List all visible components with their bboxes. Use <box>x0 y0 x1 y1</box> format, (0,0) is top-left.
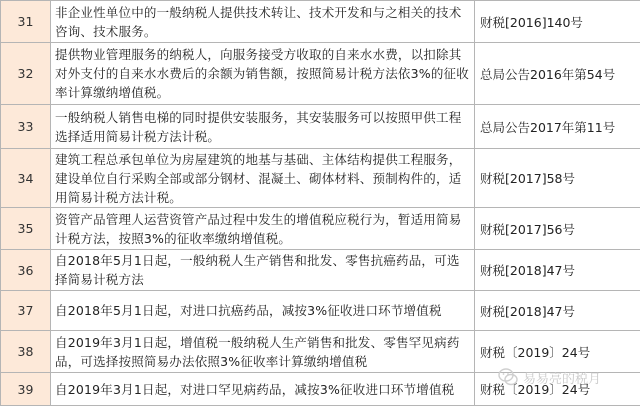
table-row <box>1 373 640 406</box>
row-number: 32 <box>1 43 51 105</box>
policy-reference: 总局公告2016年第54号 <box>475 43 640 105</box>
policy-reference: 财税[2016]140号 <box>475 1 640 43</box>
table-row <box>1 1 640 43</box>
policy-description: 自2019年3月1日起，增值税一般纳税人生产销售和批发、零售罕见病药品，可选择按照简易办法依照3%征收率计算缴纳增值税 <box>51 331 475 373</box>
policy-reference: 财税〔2019〕24号 <box>475 331 640 373</box>
row-number: 33 <box>1 105 51 149</box>
table-row <box>1 291 640 331</box>
table-row <box>1 250 640 291</box>
row-number: 39 <box>1 373 51 406</box>
policy-reference: 财税[2017]58号 <box>475 149 640 208</box>
table-row <box>1 43 640 105</box>
row-number: 38 <box>1 331 51 373</box>
policy-description: 非企业性单位中的一般纳税人提供技术转让、技术开发和与之相关的技术咨询、技术服务。 <box>51 1 475 43</box>
policy-reference: 财税〔2019〕24号 <box>475 373 640 406</box>
table-row <box>1 208 640 250</box>
policy-description: 一般纳税人销售电梯的同时提供安装服务，其安装服务可以按照甲供工程选择适用简易计税方法计税。 <box>51 105 475 149</box>
row-number: 35 <box>1 208 51 250</box>
watermark-text: 易易亮的税月 <box>523 368 601 387</box>
row-number: 36 <box>1 250 51 291</box>
table-row <box>1 105 640 149</box>
policy-description: 建筑工程总承包单位为房屋建筑的地基与基础、主体结构提供工程服务，建设单位自行采购全部或部分钢材、混凝土、砌体材料、预制构件的，适用简易计税方法计税。 <box>51 149 475 208</box>
policy-description: 资管产品管理人运营资管产品过程中发生的增值税应税行为，暂适用简易计税方法，按照3%的征收率缴纳增值税。 <box>51 208 475 250</box>
table-row <box>1 331 640 373</box>
policy-description: 自2019年3月1日起，对进口罕见病药品，减按3%征收进口环节增值税 <box>51 373 475 406</box>
row-number: 31 <box>1 1 51 43</box>
policy-description: 自2018年5月1日起，一般纳税人生产销售和批发、零售抗癌药品，可选择简易计税方法 <box>51 250 475 291</box>
policy-reference: 财税[2018]47号 <box>475 250 640 291</box>
policy-reference: 总局公告2017年第11号 <box>475 105 640 149</box>
row-number: 34 <box>1 149 51 208</box>
table-row <box>1 149 640 208</box>
policy-reference: 财税[2017]56号 <box>475 208 640 250</box>
policy-reference: 财税[2018]47号 <box>475 291 640 331</box>
policy-description: 提供物业管理服务的纳税人，向服务接受方收取的自来水水费，以扣除其对外支付的自来水水费后的余额为销售额，按照简易计税方法依3%的征收率计算缴纳增值税。 <box>51 43 475 105</box>
policy-description: 自2018年5月1日起，对进口抗癌药品，减按3%征收进口环节增值税 <box>51 291 475 331</box>
row-number: 37 <box>1 291 51 331</box>
